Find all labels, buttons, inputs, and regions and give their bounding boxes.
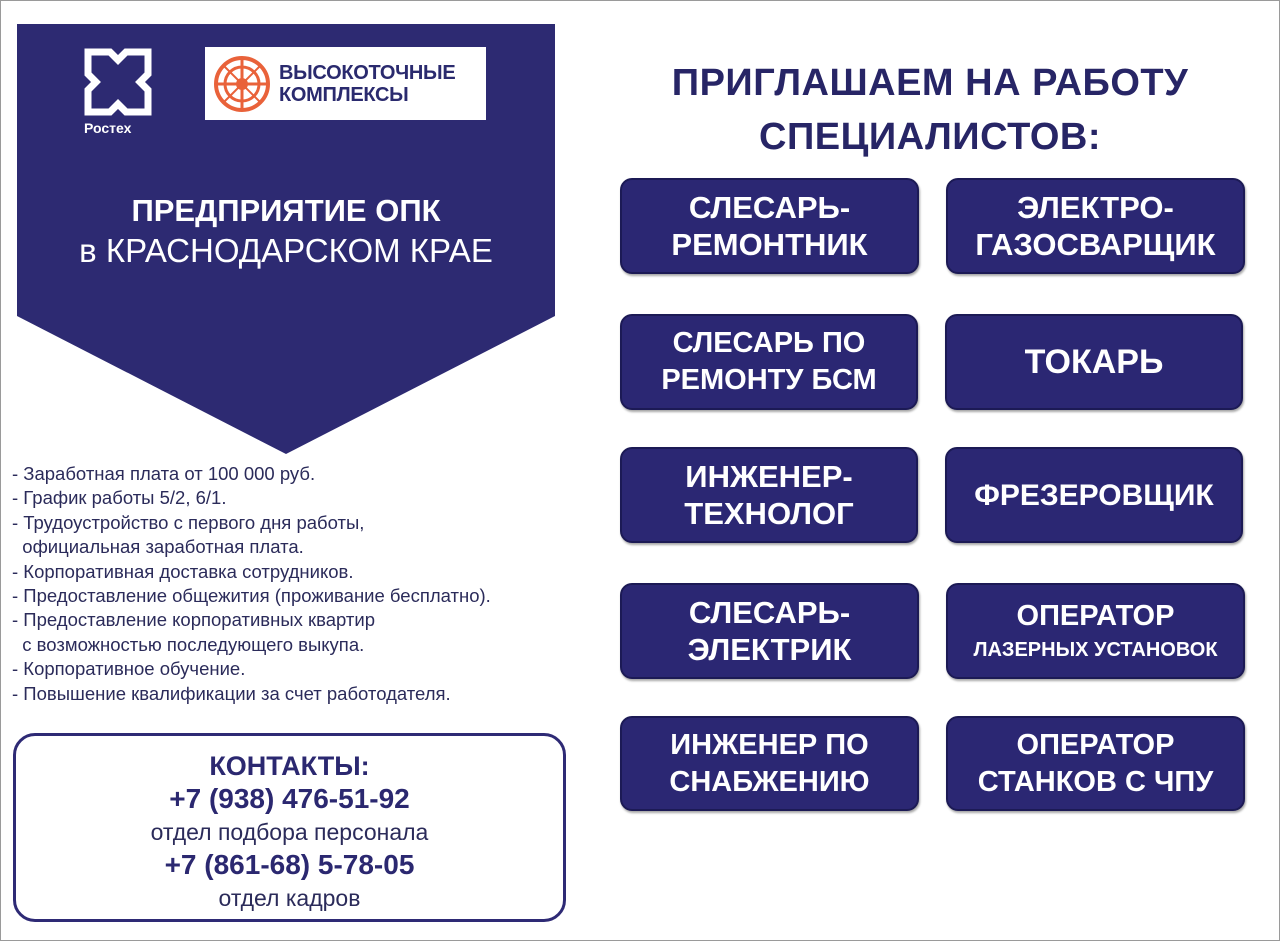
- job-title-line1: ИНЖЕНЕР ПО: [670, 728, 869, 761]
- enterprise-title: ПРЕДПРИЯТИЕ ОПК: [131, 193, 441, 228]
- headline-line1: ПРИГЛАШАЕМ НА РАБОТУ: [671, 62, 1189, 104]
- page-title: [600, 56, 1260, 164]
- job-card-fitter-bsm: [620, 314, 918, 410]
- job-card-fitter-repair: [620, 178, 919, 274]
- job-title-line1: СЛЕСАРЬ-: [688, 190, 851, 225]
- list-item: - Предоставление корпоративных квартир: [12, 609, 375, 631]
- partner-name-line2: КОМПЛЕКСЫ: [279, 84, 409, 106]
- phone-hr[interactable]: +7 (861-68) 5-78-05: [164, 849, 415, 880]
- job-title-line1: ТОКАРЬ: [1024, 342, 1164, 381]
- job-title-line1: ФРЕЗЕРОВЩИК: [974, 478, 1214, 512]
- job-title-line2: ТЕХНОЛОГ: [684, 496, 854, 531]
- job-card-miller: [945, 447, 1243, 543]
- job-title-line2: ГАЗОСВАРЩИК: [975, 227, 1216, 262]
- enterprise-region: в КРАСНОДАРСКОМ КРАЕ: [79, 232, 493, 269]
- job-title-line1: ОПЕРАТОР: [1016, 728, 1175, 761]
- list-item: - Предоставление общежития (проживание бесплатно).: [12, 585, 491, 607]
- phone-recruitment[interactable]: +7 (938) 476-51-92: [169, 783, 410, 814]
- job-card-cnc-operator: [946, 716, 1245, 811]
- partner-name: [279, 62, 484, 106]
- job-title-line2: СНАБЖЕНИЮ: [669, 765, 870, 798]
- job-card-process-engineer: [620, 447, 918, 543]
- list-item: официальная заработная плата.: [12, 536, 304, 558]
- job-title-line1: ЭЛЕКТРО-: [1017, 190, 1174, 225]
- job-title-line1: ИНЖЕНЕР-: [685, 459, 853, 494]
- job-title-line1: СЛЕСАРЬ-: [688, 595, 851, 630]
- list-item: - Трудоустройство с первого дня работы,: [12, 511, 365, 533]
- list-item: - Корпоративная доставка сотрудников.: [12, 560, 354, 582]
- job-title-line2: ЛАЗЕРНЫХ УСТАНОВОК: [973, 638, 1218, 661]
- benefits-list: [12, 462, 602, 706]
- job-title-line2: РЕМОНТНИК: [671, 227, 868, 262]
- job-title-line1: ОПЕРАТОР: [1016, 599, 1175, 632]
- partner-name-line1: ВЫСОКОТОЧНЫЕ: [279, 62, 456, 84]
- job-title-line2: РЕМОНТУ БСМ: [661, 364, 877, 396]
- job-card-supply-engineer: [620, 716, 919, 811]
- list-item: - График работы 5/2, 6/1.: [12, 487, 227, 509]
- list-item: с возможностью последующего выкупа.: [12, 633, 365, 655]
- job-card-laser-operator: [946, 583, 1245, 679]
- list-item: - Заработная плата от 100 000 руб.: [12, 463, 316, 484]
- dept-recruitment: отдел подбора персонала: [150, 819, 429, 845]
- job-card-electrician: [620, 583, 919, 679]
- dept-hr: отдел кадров: [218, 885, 361, 911]
- contacts-box: [13, 733, 566, 922]
- job-card-turner: [945, 314, 1243, 410]
- job-title-line2: ЭЛЕКТРИК: [687, 632, 852, 667]
- job-card-welder: [946, 178, 1245, 274]
- job-title-line1: СЛЕСАРЬ ПО: [672, 327, 866, 359]
- rostec-label: Ростех: [84, 120, 132, 136]
- list-item: - Повышение квалификации за счет работодателя.: [12, 682, 451, 704]
- partner-logo: [205, 47, 486, 120]
- job-title-line2: СТАНКОВ С ЧПУ: [977, 765, 1214, 798]
- rostec-logo-icon: [84, 48, 152, 116]
- contacts-title: КОНТАКТЫ:: [209, 751, 370, 781]
- list-item: - Корпоративное обучение.: [12, 658, 246, 680]
- crosshair-emblem-icon: [213, 55, 271, 113]
- headline-line2: СПЕЦИАЛИСТОВ:: [759, 116, 1101, 158]
